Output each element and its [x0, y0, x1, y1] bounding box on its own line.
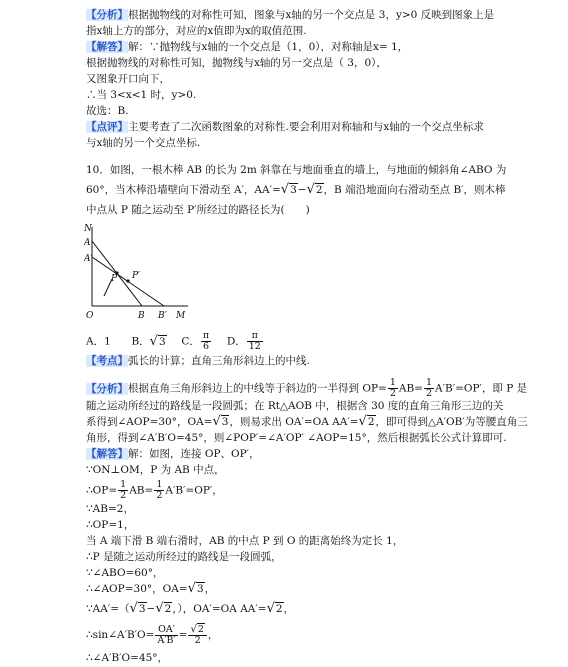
solution-text: ，），OA′=OA AA′=: [172, 603, 267, 615]
sqrt-3: √3: [280, 182, 297, 197]
solution-text: ∴sin∠A′B′O=: [86, 629, 155, 641]
q10-analysis-line-4: 角形，得到∠A′B′O=45°，则∠POP′=∠A′OP′ ∠AOP=15°，然后根据弧长公式计算即可.: [86, 432, 507, 444]
solution-text: ∴OP=: [86, 484, 118, 497]
prev-solution-line-4: ∴当 3<x<1 时，y>0.: [86, 89, 197, 101]
minus-sign: −: [146, 603, 156, 615]
prev-solution-line-1: [86, 40, 408, 54]
q10-analysis-line-2: 随之运动所经过的路线是一段圆弧；在 Rt△AOB 中，根据含 30 度的直角三角形三边的关: [86, 400, 504, 412]
prev-solution-line-5: 故选：B.: [86, 105, 129, 117]
q10-stem-line-3: 中点从 P 随之运动至 P′所经过的路径长为( ): [86, 204, 310, 216]
label-pp: P′: [132, 271, 141, 281]
analysis-text: 系得到∠AOP=30°，OA=: [86, 416, 213, 428]
prev-comment-line-2: 与x轴的另一个交点坐标.: [86, 137, 201, 149]
sqrt-3: √3: [149, 333, 166, 349]
stem-text: ，B 端沿地面向右滑动至点 B′，则木棒: [323, 184, 506, 196]
q10-stem-line-2: [86, 183, 506, 197]
frac-pi-12: $\frac{\pi}{12}$: [248, 330, 261, 352]
q10-solution-line-5: ∴OP=1，: [86, 519, 135, 531]
q10-solution-line-11: [86, 624, 218, 646]
analysis-tag: 【分析】: [86, 382, 128, 395]
label-o: O: [86, 311, 94, 321]
q10-kaodian: [86, 354, 310, 368]
option-a: A．1: [86, 335, 111, 348]
option-d: D．: [226, 335, 246, 348]
solution-text: ，: [207, 629, 219, 641]
q10-stem-line-1: 10．如图，一根木棒 AB 的长为 2m 斜靠在与地面垂直的墙上，与地面的倾斜角∠ABO 为: [86, 164, 507, 176]
q10-options: [86, 331, 264, 352]
q10-analysis-line-3: [86, 415, 528, 429]
label-m: M: [176, 311, 186, 321]
frac-sin: $\frac{OA'}{A'B'}$: [157, 623, 176, 646]
kaodian-text: 弧长的计算；直角三角形斜边上的中线.: [128, 355, 310, 367]
sqrt-3: √3: [212, 414, 229, 429]
point-pp: [126, 279, 129, 282]
q10-solution-line-6: 当 A 端下滑 B 端右滑时，AB 的中点 P 到 O 的距离始终为定长 1，: [86, 535, 404, 547]
sqrt-3: √3: [129, 601, 146, 616]
analysis-text: ，即可得到△A′OB′为等腰直角三: [375, 416, 528, 428]
solution-text: 解：如图，连接 OP、OP′，: [128, 448, 260, 460]
analysis-tag: 【分析】: [86, 9, 128, 21]
frac-half: $\frac{1}{2}$: [120, 479, 127, 501]
q10-solution-line-9: [86, 582, 215, 596]
prev-solution-line-3: 又图象开口向下，: [86, 73, 170, 85]
solution-text: ∵AA′=（: [86, 603, 130, 615]
option-c: C．: [181, 335, 200, 348]
label-bp: B′: [158, 311, 167, 321]
equals-sign: =: [178, 629, 188, 641]
q10-solution-line-8: ∵∠ABO=60°，: [86, 567, 164, 579]
solution-tag: 【解答】: [86, 448, 128, 460]
q10-analysis-line-1: [86, 378, 527, 399]
sqrt-2: √2: [266, 601, 283, 616]
q10-solution-line-2: ∵ON⊥OM，P 为 AB 中点，: [86, 464, 225, 476]
frac-half: $\frac{1}{2}$: [389, 377, 396, 399]
q10-solution-line-3: [86, 480, 223, 501]
q10-solution-line-7: ∴P 是随之运动所经过的路线是一段圆弧，: [86, 551, 282, 563]
label-p: P: [111, 274, 118, 284]
sqrt-2: √2: [155, 601, 172, 616]
stem-text: 60°，当木棒沿墙壁向下滑动至 A′，AA′=: [86, 184, 281, 196]
q10-solution-line-10: [86, 602, 294, 616]
comment-text: 主要考查了二次函数图象的对称性.要会利用对称轴和与x轴的一个交点坐标求: [128, 121, 484, 133]
prev-solution-line-2: 根据抛物线的对称性可知，抛物线与x轴的另一交点是（ 3，0），: [86, 57, 387, 69]
q10-solution-line-4: ∵AB=2，: [86, 503, 134, 515]
frac-root2-over-2: $\frac{√2}{2}$: [188, 625, 206, 646]
solution-text: A′B′=OP′，: [165, 484, 223, 497]
ladder-figure: [84, 223, 194, 323]
solution-tag: 【解答】: [86, 41, 128, 53]
analysis-text: ，则易求出 OA′=OA AA′=: [229, 416, 359, 428]
prev-analysis-line-2: 指x轴上方的部分，对应的x值即为x的取值范围.: [86, 25, 307, 37]
solution-text: ，: [283, 603, 295, 615]
kaodian-tag: 【考点】: [86, 355, 128, 367]
prev-analysis-line-1: [86, 8, 494, 22]
solution-text: AB=: [129, 484, 154, 497]
sqrt-2: √2: [306, 182, 323, 197]
analysis-text: AB=: [398, 382, 423, 395]
solution-text: ∴∠AOP=30°，OA=: [86, 583, 188, 595]
solution-text: ，: [204, 583, 216, 595]
frac-half: $\frac{1}{2}$: [156, 479, 163, 501]
solution-text: 解：∵抛物线与x轴的一个交点是（1，0），对称轴是x= 1，: [128, 41, 409, 53]
prev-comment-line-1: [86, 120, 484, 134]
sqrt-3: √3: [187, 581, 204, 596]
frac-pi-6: $\frac{\pi}{6}$: [202, 330, 210, 352]
comment-tag: 【点评】: [86, 121, 128, 133]
q10-solution-line-12: ∴∠A′B′O=45°，: [86, 652, 169, 664]
frac-half: $\frac{1}{2}$: [425, 377, 433, 399]
q10-solution-line-1: [86, 447, 260, 461]
label-b: B: [138, 311, 145, 321]
label-ap: A′: [84, 254, 93, 264]
option-b: B．: [131, 335, 150, 348]
analysis-text: 根据直角三角形斜边上的中线等于斜边的一半得到 OP=: [128, 382, 387, 395]
label-a: A: [84, 238, 91, 248]
analysis-text: A′B′=OP′，即 P 是: [435, 382, 528, 395]
analysis-text: 根据抛物线的对称性可知，图象与x轴的另一个交点是 3，y>0 反映到图象上是: [128, 9, 495, 21]
sqrt-2: √2: [358, 414, 375, 429]
minus-sign: −: [297, 184, 307, 196]
label-n: N: [84, 224, 92, 234]
